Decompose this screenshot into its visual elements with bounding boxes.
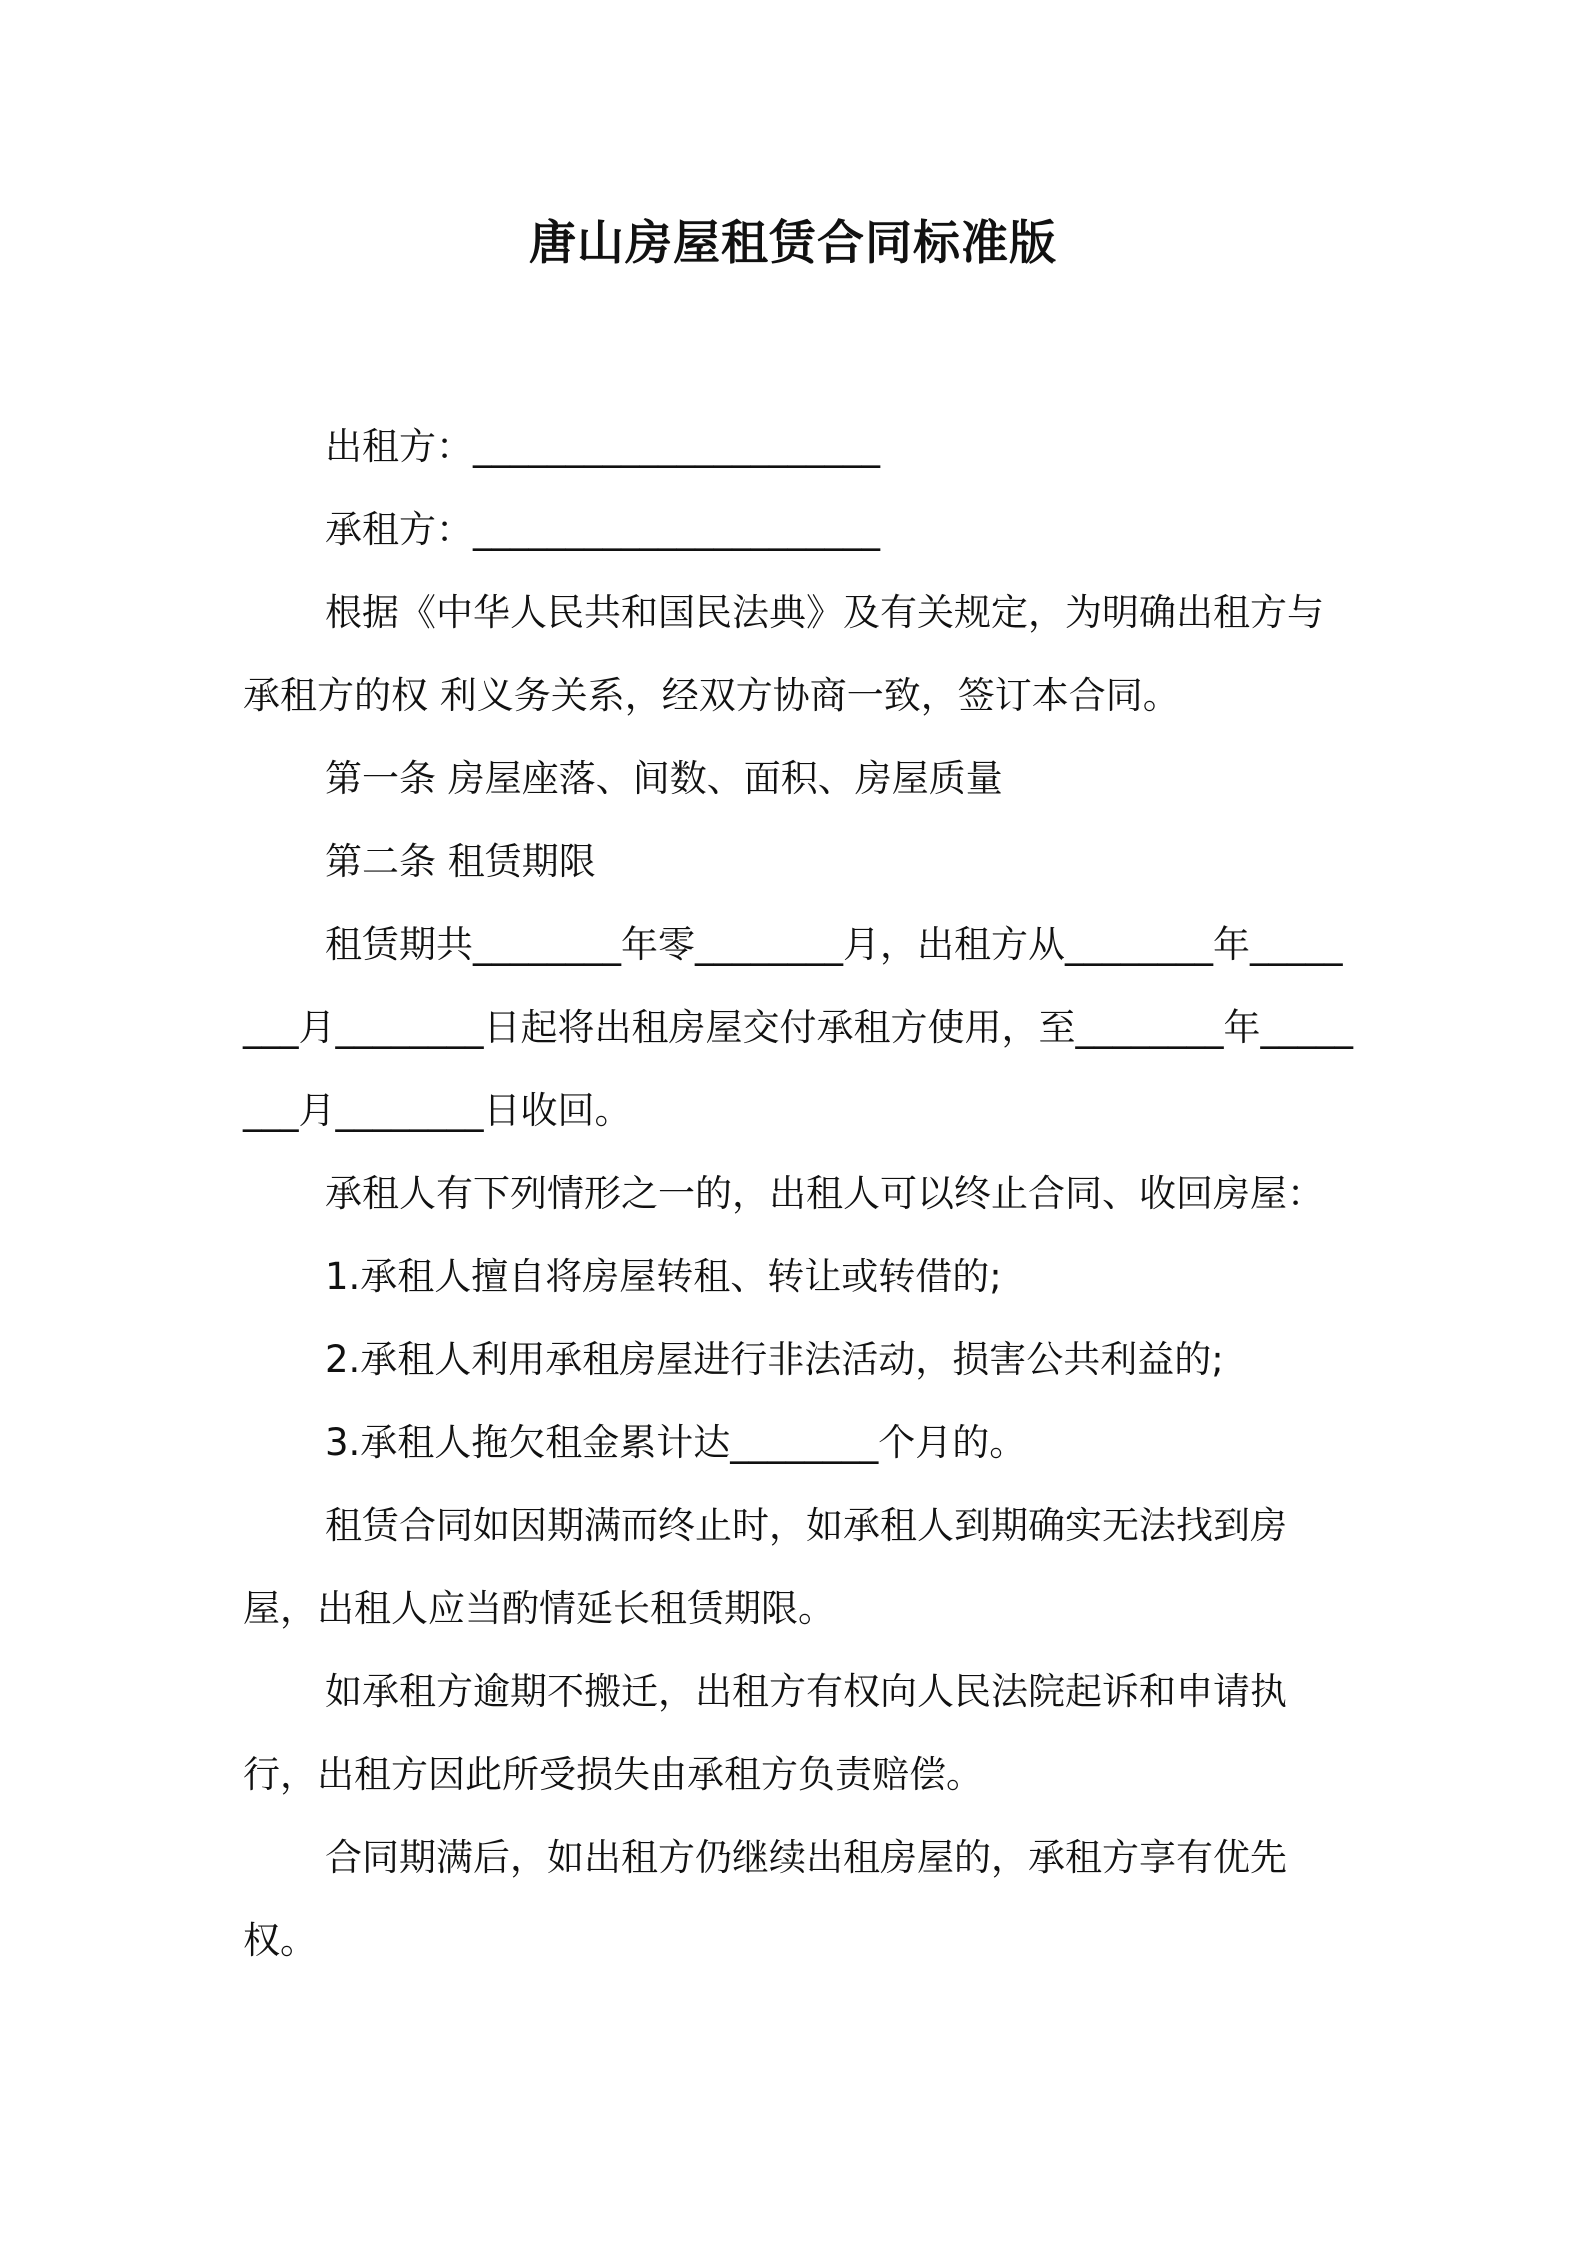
lessor-line: 出租方：______________________ — [325, 425, 880, 468]
document-title: 唐山房屋租赁合同标准版 — [529, 216, 1057, 271]
preamble-paragraph: 根据《中华人民共和国民法典》及有关规定，为明确出租方与承租方的权 利义务关系，经双方协商一致，签订本合同。 — [243, 591, 1324, 717]
article-2-heading: 第二条 租赁期限 — [325, 840, 596, 883]
termination-conditions-intro: 承租人有下列情形之一的，出租人可以终止合同、收回房屋： — [325, 1172, 1324, 1215]
termination-condition-1: 1.承租人擅自将房屋转租、转让或转借的; — [325, 1255, 1002, 1298]
termination-condition-3: 3.承租人拖欠租金累计达________个月的。 — [325, 1421, 1027, 1464]
lease-term-paragraph: 租赁期共________年零________月，出租方从________年________月________日起将出租房屋交付承租方使用，至________年________月________日收回。 — [243, 923, 1353, 1132]
lessee-line: 承租方：______________________ — [325, 508, 880, 551]
overstay-paragraph: 如承租方逾期不搬迁，出租方有权向人民法院起诉和申请执行，出租方因此所受损失由承租方负责赔偿。 — [243, 1670, 1287, 1796]
termination-condition-2: 2.承租人利用承租房屋进行非法活动，损害公共利益的; — [325, 1338, 1224, 1381]
article-1-heading: 第一条 房屋座落、间数、面积、房屋质量 — [325, 757, 1003, 800]
priority-right-paragraph: 合同期满后，如出租方仍继续出租房屋的，承租方享有优先权。 — [243, 1836, 1287, 1962]
document-body — [243, 405, 1358, 1982]
extension-paragraph: 租赁合同如因期满而终止时，如承租人到期确实无法找到房屋，出租人应当酌情延长租赁期限。 — [243, 1504, 1287, 1630]
